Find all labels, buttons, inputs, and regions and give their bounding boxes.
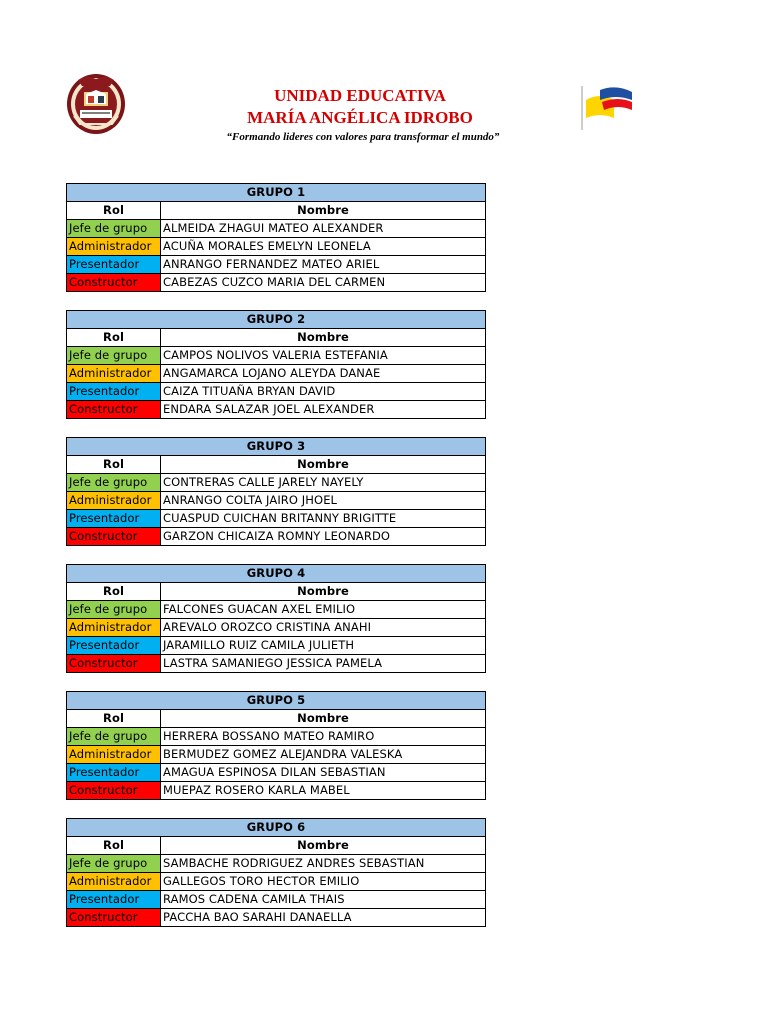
table-row	[67, 855, 486, 873]
table-row	[67, 637, 486, 655]
role-cell: Constructor	[67, 274, 161, 292]
column-header-nombre: Nombre	[161, 202, 486, 220]
role-cell: Presentador	[67, 637, 161, 655]
school-title-line1: UNIDAD EDUCATIVA	[274, 86, 446, 105]
column-header-rol: Rol	[67, 583, 161, 601]
table-row	[67, 746, 486, 764]
group-table	[66, 437, 486, 546]
table-row	[67, 909, 486, 927]
school-title-line2: MARÍA ANGÉLICA IDROBO	[247, 108, 473, 127]
role-cell: Constructor	[67, 401, 161, 419]
table-row	[67, 764, 486, 782]
role-cell: Constructor	[67, 655, 161, 673]
role-cell: Administrador	[67, 746, 161, 764]
name-cell: ENDARA SALAZAR JOEL ALEXANDER	[161, 401, 486, 419]
group-table	[66, 691, 486, 800]
group-table	[66, 310, 486, 419]
role-cell: Administrador	[67, 492, 161, 510]
table-row	[67, 728, 486, 746]
name-cell: GALLEGOS TORO HECTOR EMILIO	[161, 873, 486, 891]
table-row	[67, 873, 486, 891]
name-cell: MUEPAZ ROSERO KARLA MABEL	[161, 782, 486, 800]
table-row	[67, 220, 486, 238]
group-title: GRUPO 6	[67, 819, 486, 837]
role-cell: Constructor	[67, 909, 161, 927]
name-cell: RAMOS CADENA CAMILA THAIS	[161, 891, 486, 909]
table-row	[67, 238, 486, 256]
role-cell: Constructor	[67, 528, 161, 546]
role-cell: Presentador	[67, 383, 161, 401]
name-cell: ANGAMARCA LOJANO ALEYDA DANAE	[161, 365, 486, 383]
table-row	[67, 655, 486, 673]
column-header-rol: Rol	[67, 710, 161, 728]
table-row	[67, 528, 486, 546]
role-cell: Administrador	[67, 365, 161, 383]
column-header-nombre: Nombre	[161, 329, 486, 347]
group-table	[66, 564, 486, 673]
column-header-nombre: Nombre	[161, 456, 486, 474]
role-cell: Presentador	[67, 510, 161, 528]
name-cell: CUASPUD CUICHAN BRITANNY BRIGITTE	[161, 510, 486, 528]
group-table	[66, 183, 486, 292]
column-header-rol: Rol	[67, 202, 161, 220]
role-cell: Jefe de grupo	[67, 855, 161, 873]
name-cell: CABEZAS CUZCO MARIA DEL CARMEN	[161, 274, 486, 292]
table-row	[67, 510, 486, 528]
name-cell: FALCONES GUACAN AXEL EMILIO	[161, 601, 486, 619]
name-cell: ALMEIDA ZHAGUI MATEO ALEXANDER	[161, 220, 486, 238]
group-title: GRUPO 4	[67, 565, 486, 583]
role-cell: Presentador	[67, 891, 161, 909]
name-cell: ANRANGO COLTA JAIRO JHOEL	[161, 492, 486, 510]
role-cell: Jefe de grupo	[67, 347, 161, 365]
school-motto: “Formando lideres con valores para transformar el mundo”	[226, 131, 500, 143]
column-header-nombre: Nombre	[161, 710, 486, 728]
column-header-rol: Rol	[67, 837, 161, 855]
group-title: GRUPO 2	[67, 311, 486, 329]
name-cell: CAIZA TITUAÑA BRYAN DAVID	[161, 383, 486, 401]
group-title: GRUPO 1	[67, 184, 486, 202]
name-cell: JARAMILLO RUIZ CAMILA JULIETH	[161, 637, 486, 655]
role-cell: Administrador	[67, 619, 161, 637]
column-header-rol: Rol	[67, 329, 161, 347]
table-row	[67, 474, 486, 492]
table-row	[67, 619, 486, 637]
role-cell: Presentador	[67, 764, 161, 782]
group-title: GRUPO 5	[67, 692, 486, 710]
name-cell: AMAGUA ESPINOSA DILAN SEBASTIAN	[161, 764, 486, 782]
role-cell: Jefe de grupo	[67, 601, 161, 619]
role-cell: Administrador	[67, 238, 161, 256]
role-cell: Presentador	[67, 256, 161, 274]
name-cell: GARZON CHICAIZA ROMNY LEONARDO	[161, 528, 486, 546]
table-row	[67, 347, 486, 365]
table-row	[67, 891, 486, 909]
page-header	[0, 0, 768, 170]
name-cell: CONTRERAS CALLE JARELY NAYELY	[161, 474, 486, 492]
role-cell: Administrador	[67, 873, 161, 891]
table-row	[67, 492, 486, 510]
group-title: GRUPO 3	[67, 438, 486, 456]
table-row	[67, 401, 486, 419]
role-cell: Constructor	[67, 782, 161, 800]
column-header-rol: Rol	[67, 456, 161, 474]
name-cell: CAMPOS NOLIVOS VALERIA ESTEFANIA	[161, 347, 486, 365]
role-cell: Jefe de grupo	[67, 728, 161, 746]
name-cell: AREVALO OROZCO CRISTINA ANAHI	[161, 619, 486, 637]
table-row	[67, 601, 486, 619]
table-row	[67, 365, 486, 383]
role-cell: Jefe de grupo	[67, 474, 161, 492]
column-header-nombre: Nombre	[161, 583, 486, 601]
name-cell: LASTRA SAMANIEGO JESSICA PAMELA	[161, 655, 486, 673]
table-row	[67, 256, 486, 274]
name-cell: PACCHA BAO SARAHI DANAELLA	[161, 909, 486, 927]
column-header-nombre: Nombre	[161, 837, 486, 855]
groups-list	[66, 183, 486, 945]
name-cell: BERMUDEZ GOMEZ ALEJANDRA VALESKA	[161, 746, 486, 764]
name-cell: ANRANGO FERNANDEZ MATEO ARIEL	[161, 256, 486, 274]
name-cell: HERRERA BOSSANO MATEO RAMIRO	[161, 728, 486, 746]
name-cell: ACUÑA MORALES EMELYN LEONELA	[161, 238, 486, 256]
name-cell: SAMBACHE RODRIGUEZ ANDRES SEBASTIAN	[161, 855, 486, 873]
group-table	[66, 818, 486, 927]
table-row	[67, 383, 486, 401]
table-row	[67, 782, 486, 800]
role-cell: Jefe de grupo	[67, 220, 161, 238]
table-row	[67, 274, 486, 292]
flag-icon	[580, 86, 636, 130]
